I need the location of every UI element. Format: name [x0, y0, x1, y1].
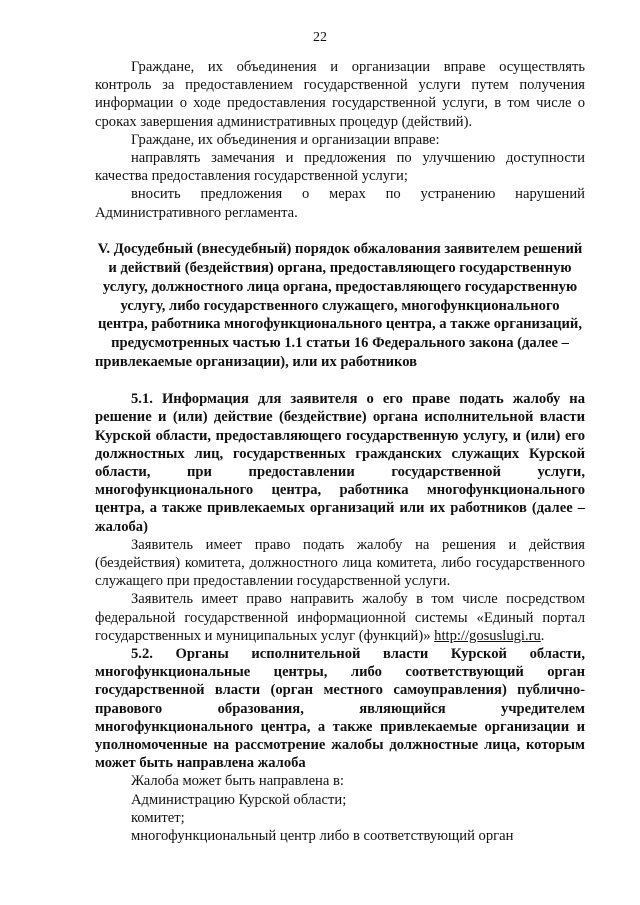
subsection-5-1: 5.1. Информация для заявителя о его праве подать жалобу на решение и (или) действие (бездействие) органа исполнительной власти Курской области, предоставляющего государственную услугу, и (или) его должностных лиц, государственных гражданских служащих Курской области, при предоставлении государственной услуги, многофункционального центра, работника многофункционального центра, а также привлекаемых организаций или их работников (далее – жалоба) — [95, 391, 585, 535]
paragraph: Администрацию Курской области; — [131, 791, 347, 808]
document-body — [95, 58, 585, 845]
paragraph: вносить предложения о мерах по устранению нарушений Административного регламента. — [95, 186, 585, 221]
paragraph-text: Заявитель имеет право направить жалобу в том числе посредством федеральной государственной информационной системы «Единый портал государственных и муниципальных услуг (функций)» — [95, 591, 585, 644]
gosuslugi-link[interactable]: http://gosuslugi.ru — [434, 627, 541, 644]
paragraph: многофункциональный центр либо в соответствующий орган — [131, 828, 514, 845]
paragraph: направлять замечания и предложения по улучшению доступности качества предоставления государственной услуги; — [95, 150, 585, 185]
paragraph: Граждане, их объединения и организации вправе осуществлять контроль за предоставлением государственной услуги путем получения информации о ходе предоставления государственной услуги, в том числе о сроках завершения административных процедур (действий). — [95, 59, 585, 130]
paragraph: Заявитель имеет право подать жалобу на решения и действия (бездействия) комитета, должностного лица комитета, либо государственного служащего при предоставлении государственной услуги. — [95, 536, 585, 590]
paragraph: Жалоба может быть направлена в: — [131, 773, 344, 790]
paragraph: комитет; — [131, 809, 185, 826]
paragraph: Граждане, их объединения и организации вправе: — [131, 131, 440, 148]
paragraph-with-link — [95, 590, 585, 645]
page-number: 22 — [313, 30, 327, 45]
section-heading: V. Досудебный (внесудебный) порядок обжалования заявителем решений и действий (бездействия) органа, предоставляющего государственную услугу, должностного лица органа, предоставляющего государственную услугу, либо государственного служащего, многофункционального центра, работника многофункционального центра, а также организаций, предусмотренных частью 1.1 статьи 16 Федерального закона (далее – привлекаемые организации), или их работников — [95, 240, 583, 371]
subsection-5-2: 5.2. Органы исполнительной власти Курской области, многофункциональные центры, либо соответствующий орган государственной власти (орган местного самоуправления) публично-правового образования, являющийся учредителем многофункционального центра, а также привлекаемые организации и уполномоченные на рассмотрение жалобы должностные лица, которым может быть направлена жалоба — [95, 646, 585, 772]
paragraph-end: . — [540, 627, 545, 644]
